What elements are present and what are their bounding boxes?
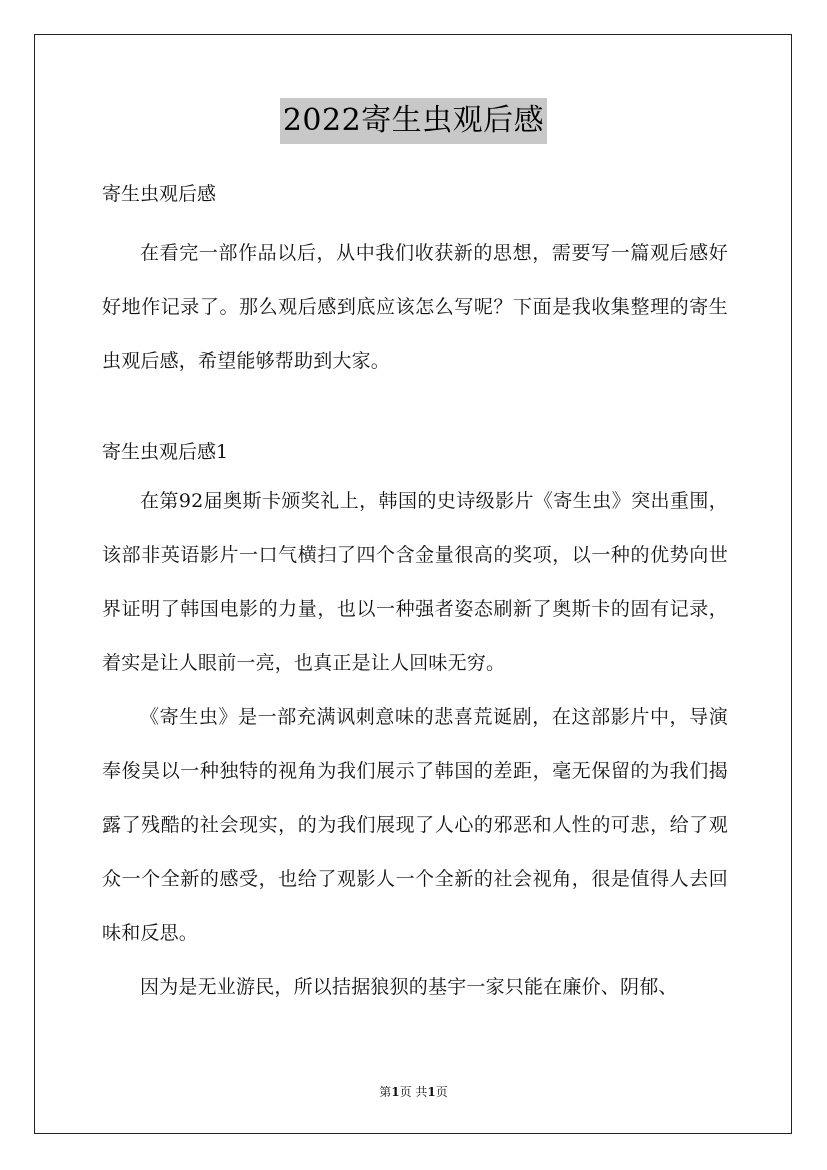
total-prefix: 共 [415, 1085, 428, 1099]
total-suffix: 页 [435, 1085, 448, 1099]
section-spacing [102, 388, 728, 430]
section-heading: 寄生虫观后感1 [102, 441, 229, 463]
page-footer [0, 1083, 827, 1101]
page-suffix: 页 [399, 1085, 412, 1099]
page-number: 1 [391, 1085, 400, 1099]
total-pages: 1 [427, 1085, 436, 1099]
intro-paragraph: 在看完一部作品以后，从中我们收获新的思想，需要写一篇观后感好好地作记录了。那么观后感到底应该怎么写呢？下面是我收集整理的寄生虫观后感，希望能够帮助到大家。 [102, 242, 728, 372]
section-spacing [102, 216, 728, 226]
body-paragraph: 在第92届奥斯卡颁奖礼上，韩国的史诗级影片《寄生虫》突出重围，该部非英语影片一口气横扫了四个含金量很高的奖项，以一种的优势向世界证明了韩国电影的力量，也以一种强者姿态刷新了奥斯卡的固有记录，着实是让人眼前一亮，也真正是让人回味无穷。 [102, 490, 728, 674]
document-body [102, 172, 728, 1014]
body-paragraph: 《寄生虫》是一部充满讽刺意味的悲喜荒诞剧，在这部影片中，导演奉俊昊以一种独特的视角为我们展示了韩国的差距，毫无保留的为我们揭露了残酷的社会现实，的为我们展现了人心的邪恶和人性的可悲，给了观众一个全新的感受，也给了观影人一个全新的社会视角，很是值得人去回味和反思。 [102, 706, 728, 944]
body-paragraph: 因为是无业游民，所以拮据狼狈的基宇一家只能在廉价、阴郁、 [140, 976, 678, 998]
section-heading: 寄生虫观后感 [102, 183, 217, 205]
page-prefix: 第 [379, 1085, 392, 1099]
document-title: 2022寄生虫观后感 [280, 98, 547, 144]
title-container [0, 98, 827, 144]
